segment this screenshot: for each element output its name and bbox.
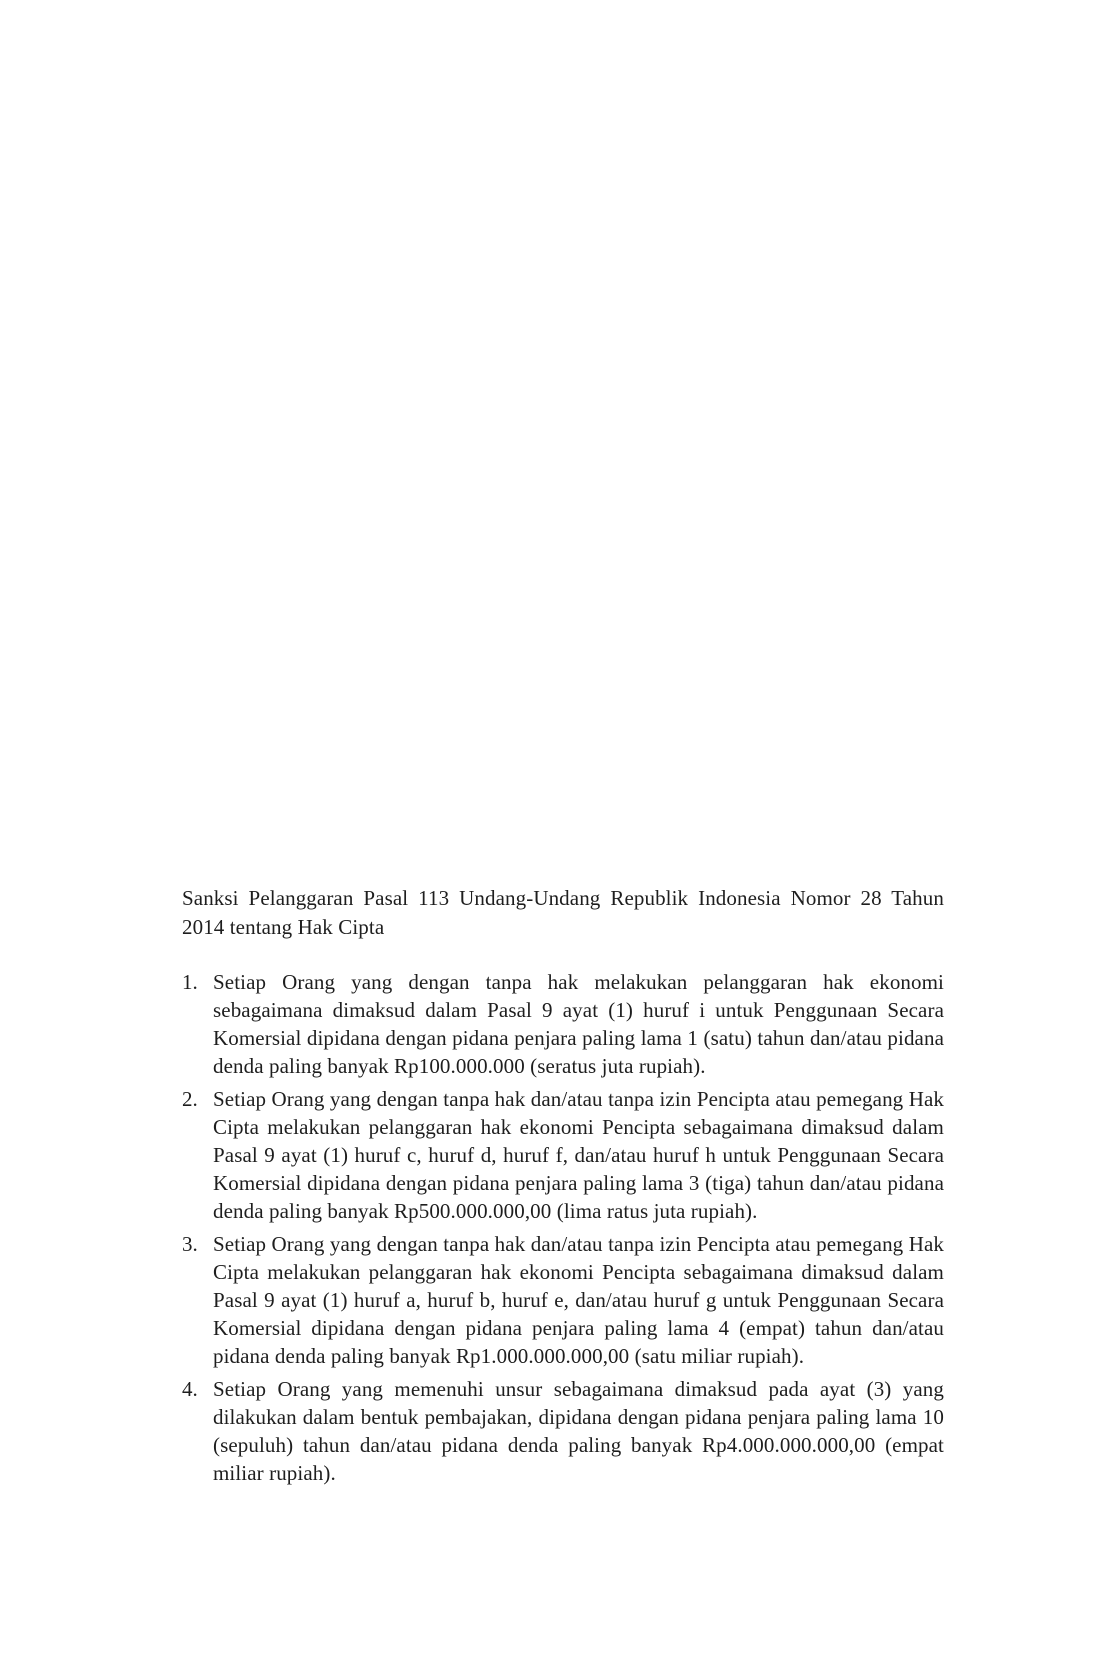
sanction-list [182,968,944,1487]
item-number: 1. [182,970,198,994]
sanction-item-2 [182,1085,944,1225]
sanction-item-4 [182,1375,944,1487]
item-text: Setiap Orang yang dengan tanpa hak melakukan pelanggaran hak ekonomi sebagaimana dimaksud dalam Pasal 9 ayat (1) huruf i untuk Penggunaan Secara Komersial dipidana dengan pidana penjara paling lama 1 (satu) tahun dan/atau pidana denda paling banyak Rp100.000.000 (seratus juta rupiah). [213,970,944,1078]
item-number: 3. [182,1232,198,1256]
item-text: Setiap Orang yang memenuhi unsur sebagaimana dimaksud pada ayat (3) yang dilakukan dalam bentuk pembajakan, dipidana dengan pidana penjara paling lama 10 (sepuluh) tahun dan/atau pidana denda paling banyak Rp4.000.000.000,00 (empat miliar rupiah). [213,1377,944,1485]
copyright-sanction-block [182,884,944,1492]
item-number: 4. [182,1377,198,1401]
item-text: Setiap Orang yang dengan tanpa hak dan/atau tanpa izin Pencipta atau pemegang Hak Cipta melakukan pelanggaran hak ekonomi Pencipta sebagaimana dimaksud dalam Pasal 9 ayat (1) huruf a, huruf b, huruf e, dan/atau huruf g untuk Penggunaan Secara Komersial dipidana dengan pidana penjara paling lama 4 (empat) tahun dan/atau pidana denda paling banyak Rp1.000.000.000,00 (satu miliar rupiah). [213,1232,944,1368]
item-text: Setiap Orang yang dengan tanpa hak dan/atau tanpa izin Pencipta atau pemegang Hak Cipta melakukan pelanggaran hak ekonomi Pencipta sebagaimana dimaksud dalam Pasal 9 ayat (1) huruf c, huruf d, huruf f, dan/atau huruf h untuk Penggunaan Secara Komersial dipidana dengan pidana penjara paling lama 3 (tiga) tahun dan/atau pidana denda paling banyak Rp500.000.000,00 (lima ratus juta rupiah). [213,1087,944,1223]
sanction-item-1 [182,968,944,1080]
item-number: 2. [182,1087,198,1111]
sanction-item-3 [182,1230,944,1370]
copyright-sanction-heading: Sanksi Pelanggaran Pasal 113 Undang-Undang Republik Indonesia Nomor 28 Tahun 2014 tentang Hak Cipta [182,886,944,939]
